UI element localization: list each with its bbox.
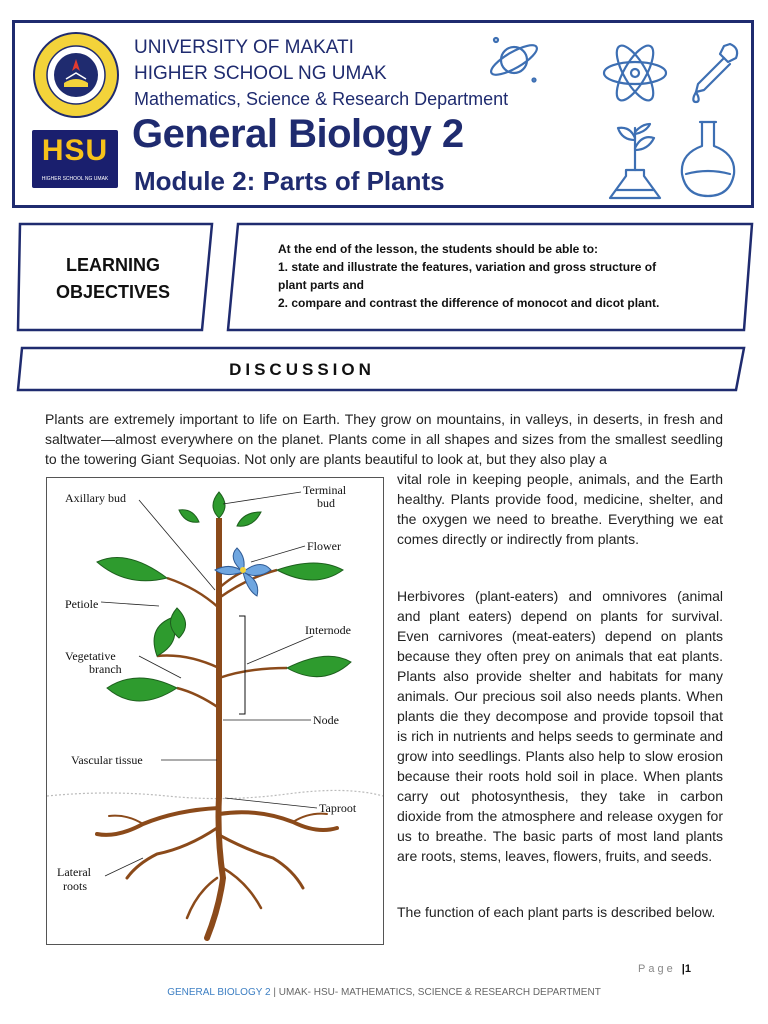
objectives-label-line2: OBJECTIVES <box>55 282 171 302</box>
dropper-icon <box>686 40 742 106</box>
round-flask-icon <box>676 116 740 200</box>
atom-icon <box>600 38 670 108</box>
objective-item-1b: plant parts and <box>278 278 365 292</box>
module-title: Module 2: Parts of Plants <box>134 166 445 196</box>
label-lateral: Lateral <box>57 865 91 879</box>
hsu-logo-subtext: HIGHER SCHOOL NG UMAK <box>41 176 109 182</box>
objectives-label <box>38 252 188 306</box>
university-seal <box>32 31 120 119</box>
page-word: Page <box>638 963 676 975</box>
hsu-logo <box>32 130 118 188</box>
footer-department: UMAK- HSU- MATHEMATICS, SCIENCE & RESEARCH DEPARTMENT <box>278 987 601 998</box>
paragraph-1-continued: vital role in keeping people, animals, and the Earth healthy. Plants provide food, medicine, shelter, and the oxygen we need to breathe. Everything we eat comes directly or indirectly from plants. <box>397 471 723 547</box>
label-vascular-tissue: Vascular tissue <box>71 753 143 767</box>
label-petiole: Petiole <box>65 597 99 611</box>
university-name: UNIVERSITY OF MAKATI <box>134 37 354 58</box>
page-title: General Biology 2 <box>132 112 464 156</box>
objective-item-2: 2. compare and contrast the difference of monocot and dicot plant. <box>278 296 660 310</box>
page-number-value: 1 <box>684 963 691 975</box>
plant-diagram-svg <box>47 478 383 944</box>
label-bud: bud <box>317 496 335 510</box>
label-node: Node <box>313 713 339 727</box>
discussion-heading: DISCUSSION <box>229 360 375 379</box>
school-name: HIGHER SCHOOL NG UMAK <box>134 63 387 84</box>
objectives-text <box>278 240 718 312</box>
department-name: Mathematics, Science & Research Department <box>134 89 509 109</box>
objectives-intro: At the end of the lesson, the students should be able to: <box>278 242 599 256</box>
label-taproot: Taproot <box>319 801 357 815</box>
leaves-drawing <box>97 492 351 701</box>
paragraph-2: Herbivores (plant-eaters) and omnivores (animal and plant eaters) depend on plants for survival. Even carnivores (meat-eaters) depend on plants because they often prey on animals that eat plants. Plants also provide shelter and habitats for many animals. Our precious soil also needs plants. When plants die they decompose and provide topsoil that is rich in nutrients and helps seeds to germinate and grow into seedlings. Plants also help to slow erosion because their roots hold soil in place. When plants carry out photosynthesis, they take in carbon dioxide from the atmosphere and release oxygen for us to breathe. The basic parts of most land plants are roots, stems, leaves, flowers, fruits, and seeds. <box>397 588 723 864</box>
label-branch: branch <box>89 662 122 676</box>
footer-course: GENERAL BIOLOGY 2 <box>167 987 271 998</box>
roots-drawing <box>97 796 337 938</box>
footer <box>0 987 768 998</box>
label-terminal: Terminal <box>303 483 347 497</box>
paragraph-1: Plants are extremely important to life on Earth. They grow on mountains, in valleys, in deserts, in fresh and saltwater—almost everywhere on the planet. Plants come in all shapes and sizes from the smallest seedling to the towering Giant Sequoias. Not only are plants beautiful to look at, but they also play a <box>45 411 723 467</box>
footer-separator: | <box>273 987 276 998</box>
planet-icon <box>484 30 544 90</box>
plant-diagram <box>46 477 384 945</box>
page-separator: | <box>681 963 685 975</box>
label-flower: Flower <box>307 539 341 553</box>
label-roots: roots <box>63 879 87 893</box>
paragraph-3: The function of each plant parts is described below. <box>397 904 716 920</box>
page-number <box>638 963 691 975</box>
flower-drawing <box>215 548 271 596</box>
objective-item-1a: 1. state and illustrate the features, variation and gross structure of <box>278 260 657 274</box>
hsu-logo-text: HSU <box>41 134 109 167</box>
plant-flask-icon <box>604 118 666 204</box>
label-vegetative: Vegetative <box>65 649 116 663</box>
label-internode: Internode <box>305 623 351 637</box>
label-axillary-bud: Axillary bud <box>65 491 126 505</box>
objectives-label-line1: LEARNING <box>66 255 160 275</box>
